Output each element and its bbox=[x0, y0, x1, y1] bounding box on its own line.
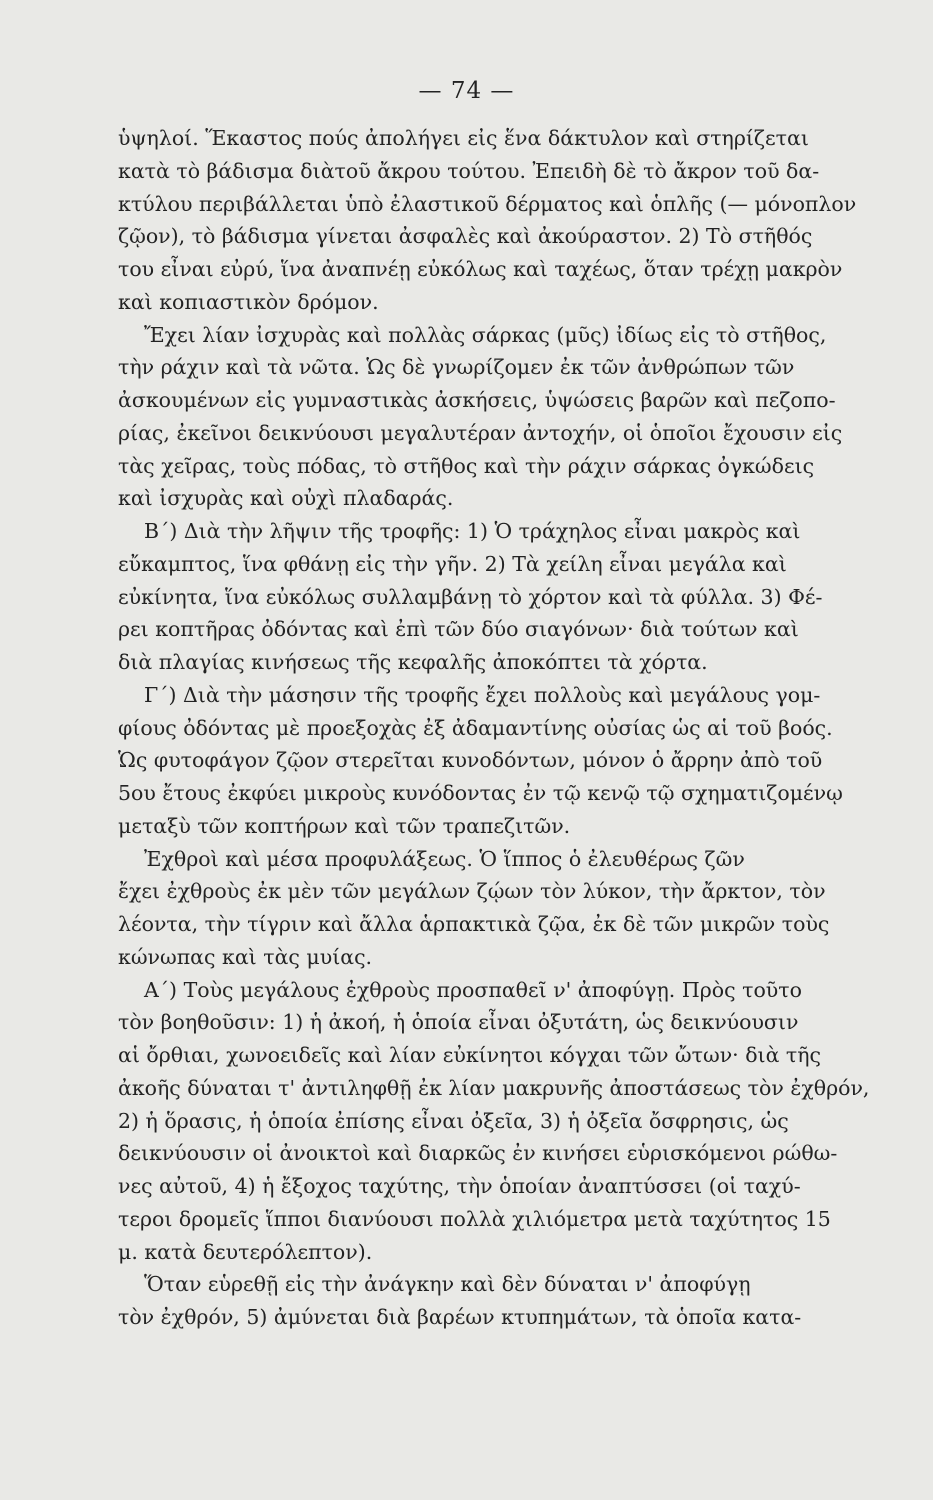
text-line: Ὅταν εὑρεθῇ εἰς τὴν ἀνάγκην καὶ δὲν δύναται ν' ἀποφύγῃ bbox=[144, 1272, 751, 1297]
text-line: Γ΄) Διὰ τὴν μάσησιν τῆς τροφῆς ἔχει πολλοὺς καὶ μεγάλους γομ- bbox=[144, 682, 821, 707]
text-line: ὑψηλοί. Ἕκαστος πούς ἀπολήγει εἰς ἕνα δάκτυλον καὶ στηρίζεται bbox=[118, 126, 809, 150]
text-line: ρίας, ἐκεῖνοι δεικνύουσι μεγαλυτέραν ἀντοχήν, οἱ ὁποῖοι ἔχουσιν εἰς bbox=[118, 420, 843, 445]
text-line: ἀκοῆς δύναται τ' ἀντιληφθῇ ἐκ λίαν μακρυνῆς ἀποστάσεως τὸν ἐχθρόν, bbox=[118, 1075, 870, 1100]
text-line: λέοντα, τὴν τίγριν καὶ ἄλλα ἁρπακτικὰ ζῷα, ἐκ δὲ τῶν μικρῶν τοὺς bbox=[118, 912, 830, 936]
text-line: 2) ἡ ὅρασις, ἡ ὁποία ἐπίσης εἶναι ὀξεῖα, 3) ἡ ὀξεῖα ὄσφρησις, ὡς bbox=[118, 1108, 789, 1133]
text-line: φίους ὀδόντας μὲ προεξοχὰς ἐξ ἀδαμαντίνης οὐσίας ὡς αἱ τοῦ βοός. bbox=[118, 715, 833, 740]
text-line: μεταξὺ τῶν κοπτήρων καὶ τῶν τραπεζιτῶν. bbox=[118, 813, 571, 838]
text-line: τὸν ἐχθρόν, 5) ἀμύνεται διὰ βαρέων κτυπημάτων, τὰ ὁποῖα κατα- bbox=[118, 1305, 802, 1329]
text-line: δεικνύουσιν οἱ ἀνοικτοὶ καὶ διαρκῶς ἐν κινήσει εὑρισκόμενοι ρώθω- bbox=[118, 1141, 838, 1166]
text-line: τεροι δρομεῖς ἵπποι διανύουσι πολλὰ χιλιόμετρα μετὰ ταχύτητος 15 bbox=[118, 1206, 831, 1231]
text-line: τὰς χεῖρας, τοὺς πόδας, τὸ στῆθος καὶ τὴν ράχιν σάρκας ὀγκώδεις bbox=[118, 453, 815, 478]
text-line: κτύλου περιβάλλεται ὑπὸ ἐλαστικοῦ δέρματος καὶ ὁπλῆς (— μόνοπλον bbox=[118, 191, 857, 216]
text-line: διὰ πλαγίας κινήσεως τῆς κεφαλῆς ἀποκόπτει τὰ χόρτα. bbox=[118, 650, 708, 674]
text-line: Ἐχθροὶ καὶ μέσα προφυλάξεως. Ὁ ἵππος ὁ ἐλευθέρως ζῶν bbox=[144, 846, 745, 871]
text-line: κατὰ τὸ βάδισμα διὰτοῦ ἄκρου τούτου. Ἐπειδὴ δὲ τὸ ἄκρον τοῦ δα- bbox=[118, 158, 820, 183]
text-line: 5ου ἔτους ἐκφύει μικροὺς κυνόδοντας ἐν τῷ κενῷ τῷ σχηματιζομένῳ bbox=[118, 781, 843, 805]
text-line: του εἶναι εὐρύ, ἵνα ἀναπνέῃ εὐκόλως καὶ ταχέως, ὅταν τρέχῃ μακρὸν bbox=[118, 257, 843, 281]
page-number: — 74 — bbox=[418, 78, 515, 104]
text-line: ζῷον), τὸ βάδισμα γίνεται ἀσφαλὲς καὶ ἀκούραστον. 2) Τὸ στῆθός bbox=[118, 224, 813, 249]
text-line: ἔχει ἐχθροὺς ἐκ μὲν τῶν μεγάλων ζῴων τὸν λύκον, τὴν ἄρκτον, τὸν bbox=[118, 879, 826, 904]
text-line: εὔκαμπτος, ἵνα φθάνῃ εἰς τὴν γῆν. 2) Τὰ χείλη εἶναι μεγάλα καὶ bbox=[118, 551, 787, 576]
text-line: κώνωπας καὶ τὰς μυίας. bbox=[118, 944, 373, 969]
body-text bbox=[118, 122, 908, 1334]
text-line: Ἔχει λίαν ἰσχυρὰς καὶ πολλὰς σάρκας (μῦς) ἰδίως εἰς τὸ στῆθος, bbox=[144, 322, 827, 347]
text-line: καὶ ἰσχυρὰς καὶ οὐχὶ πλαδαράς. bbox=[118, 486, 454, 511]
text-line: ἀσκουμένων εἰς γυμναστικὰς ἀσκήσεις, ὑψώσεις βαρῶν καὶ πεζοπο- bbox=[118, 388, 836, 412]
text-line: Α΄) Τοὺς μεγάλους ἐχθροὺς προσπαθεῖ ν' ἀποφύγῃ. Πρὸς τοῦτο bbox=[144, 977, 802, 1002]
text-line: αἱ ὄρθιαι, χωνοειδεῖς καὶ λίαν εὐκίνητοι κόγχαι τῶν ὤτων· διὰ τῆς bbox=[118, 1043, 822, 1067]
text-line: καὶ κοπιαστικὸν δρόμον. bbox=[118, 289, 379, 314]
text-line: τὴν ράχιν καὶ τὰ νῶτα. Ὡς δὲ γνωρίζομεν ἐκ τῶν ἀνθρώπων τῶν bbox=[118, 355, 795, 380]
text-line: ρει κοπτῆρας ὀδόντας καὶ ἐπὶ τῶν δύο σιαγόνων· διὰ τούτων καὶ bbox=[118, 617, 799, 642]
text-line: Β΄) Διὰ τὴν λῆψιν τῆς τροφῆς: 1) Ὁ τράχηλος εἶναι μακρὸς καὶ bbox=[144, 519, 801, 543]
text-line: νες αὐτοῦ, 4) ἡ ἔξοχος ταχύτης, τὴν ὁποίαν ἀναπτύσσει (οἱ ταχύ- bbox=[118, 1174, 801, 1198]
text-line: Ὡς φυτοφάγον ζῷον στερεῖται κυνοδόντων, μόνον ὁ ἄρρην ἀπὸ τοῦ bbox=[118, 748, 823, 773]
text-line: εὐκίνητα, ἵνα εὐκόλως συλλαμβάνῃ τὸ χόρτον καὶ τὰ φύλλα. 3) Φέ- bbox=[118, 584, 823, 609]
text-line: μ. κατὰ δευτερόλεπτον). bbox=[118, 1239, 373, 1264]
text-line: τὸν βοηθοῦσιν: 1) ἡ ἀκοή, ἡ ὁποία εἶναι ὀξυτάτη, ὡς δεικνύουσιν bbox=[118, 1010, 799, 1035]
